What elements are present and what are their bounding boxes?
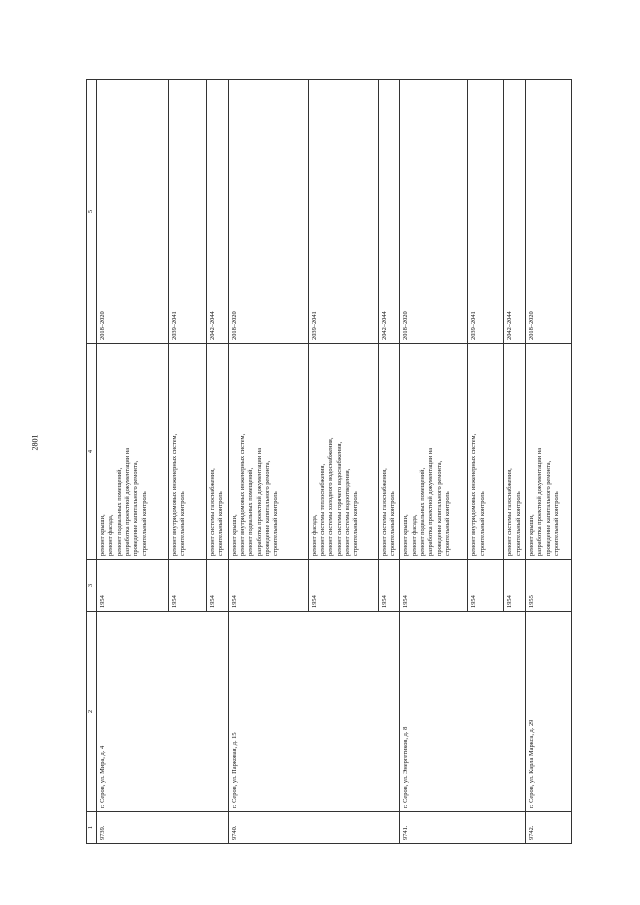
work-item: ремонт внутридомовых инженерных систем, — [470, 433, 478, 556]
work-item: ремонт системы холодного водоснабжения, — [327, 437, 335, 556]
works-cell — [207, 344, 229, 560]
rotated-table-wrapper — [86, 80, 564, 844]
record-number: 9742. — [525, 812, 571, 844]
work-item: ремонт подвальных помещений, — [247, 467, 255, 556]
record-number: 9740. — [228, 812, 400, 844]
build-year: 1954 — [97, 560, 169, 612]
work-item: разработка проектной документации на — [536, 447, 544, 556]
works-cell — [97, 344, 169, 560]
work-item: строительный контроль — [272, 491, 280, 556]
build-year: 1954 — [378, 560, 400, 612]
work-item: ремонт фасада, — [107, 514, 115, 556]
work-item: строительный контроль — [217, 491, 225, 556]
works-cell — [228, 344, 308, 560]
work-item: строительный контроль — [352, 491, 360, 556]
table-row — [97, 80, 169, 844]
repair-period: 2042–2044 — [207, 80, 229, 344]
work-item: строительный контроль — [514, 491, 522, 556]
repair-period: 2039–2041 — [169, 80, 207, 344]
record-number: 9739. — [97, 812, 229, 844]
work-item: ремонт фасада, — [410, 514, 418, 556]
page-number: 2801 — [30, 434, 40, 451]
works-cell — [400, 344, 468, 560]
work-item: строительный контроль — [552, 491, 560, 556]
build-year: 1955 — [525, 560, 571, 612]
column-number: 2 — [87, 612, 97, 812]
works-cell — [308, 344, 378, 560]
repair-schedule-table — [86, 79, 572, 844]
work-item: проведение капитального ремонта, — [544, 460, 552, 556]
column-number: 1 — [87, 812, 97, 844]
build-year: 1954 — [207, 560, 229, 612]
repair-period: 2018–2020 — [228, 80, 308, 344]
work-item: ремонт системы теплоснабжения, — [318, 463, 326, 556]
works-cell — [468, 344, 504, 560]
repair-period: 2018–2020 — [525, 80, 571, 344]
work-item: ремонт крыши, — [230, 514, 238, 556]
work-item: строительный контроль — [179, 491, 187, 556]
build-year: 1954 — [400, 560, 468, 612]
work-item: ремонт внутридомовых инженерных систем, — [171, 433, 178, 556]
work-item: строительный контроль — [388, 491, 396, 556]
column-number: 3 — [87, 560, 97, 612]
column-number: 5 — [87, 80, 97, 344]
work-item: ремонт системы газоснабжения, — [209, 468, 216, 556]
record-address: г. Серов, ул. Карла Маркса, д. 29 — [525, 612, 571, 812]
work-item: ремонт подвальных помещений, — [115, 467, 123, 556]
record-address: г. Серов, ул. Энергетиков, д. 8 — [400, 612, 526, 812]
works-cell — [378, 344, 400, 560]
build-year: 1954 — [169, 560, 207, 612]
repair-period: 2042–2044 — [504, 80, 526, 344]
repair-period: 2039–2041 — [468, 80, 504, 344]
work-item: строительный контроль — [443, 491, 451, 556]
works-cell — [504, 344, 526, 560]
table-row — [525, 80, 571, 844]
record-address: г. Серов, ул. Мира, д. 4 — [97, 612, 229, 812]
work-item: ремонт фасада, — [310, 514, 318, 556]
repair-period: 2018–2020 — [97, 80, 169, 344]
work-item: ремонт системы водоотведения, — [343, 468, 351, 556]
build-year: 1954 — [468, 560, 504, 612]
work-item: ремонт системы горячего водоснабжения, — [335, 441, 343, 556]
build-year: 1954 — [504, 560, 526, 612]
work-item: ремонт системы газоснабжения, — [380, 468, 388, 556]
work-item: ремонт крыши, — [402, 514, 410, 556]
work-item: разработка проектной документации на — [427, 447, 435, 556]
work-item: разработка проектной документации на — [255, 447, 263, 556]
work-item: ремонт внутридомовых инженерных систем, — [238, 433, 246, 556]
build-year: 1954 — [228, 560, 308, 612]
repair-period: 2042–2044 — [378, 80, 400, 344]
table-row — [400, 80, 468, 844]
work-item: проведение капитального ремонта, — [132, 460, 140, 556]
record-number: 9741. — [400, 812, 526, 844]
works-cell — [525, 344, 571, 560]
work-item: проведение капитального ремонта, — [435, 460, 443, 556]
work-item: строительный контроль — [140, 491, 148, 556]
column-number: 4 — [87, 344, 97, 560]
work-item: проведение капитального ремонта, — [263, 460, 271, 556]
column-number-row — [87, 80, 97, 844]
work-item: ремонт системы газоснабжения, — [506, 468, 514, 556]
work-item: ремонт крыши, — [99, 514, 106, 556]
table-row — [228, 80, 308, 844]
record-address: г. Серов, ул. Парковая, д. 15 — [228, 612, 400, 812]
repair-period: 2018–2020 — [400, 80, 468, 344]
work-item: ремонт крыши, — [527, 514, 535, 556]
work-item: ремонт подвальных помещений, — [418, 467, 426, 556]
build-year: 1954 — [308, 560, 378, 612]
work-item: разработка проектной документации на — [123, 447, 131, 556]
work-item: строительный контроль — [478, 491, 486, 556]
works-cell — [169, 344, 207, 560]
repair-period: 2039–2041 — [308, 80, 378, 344]
